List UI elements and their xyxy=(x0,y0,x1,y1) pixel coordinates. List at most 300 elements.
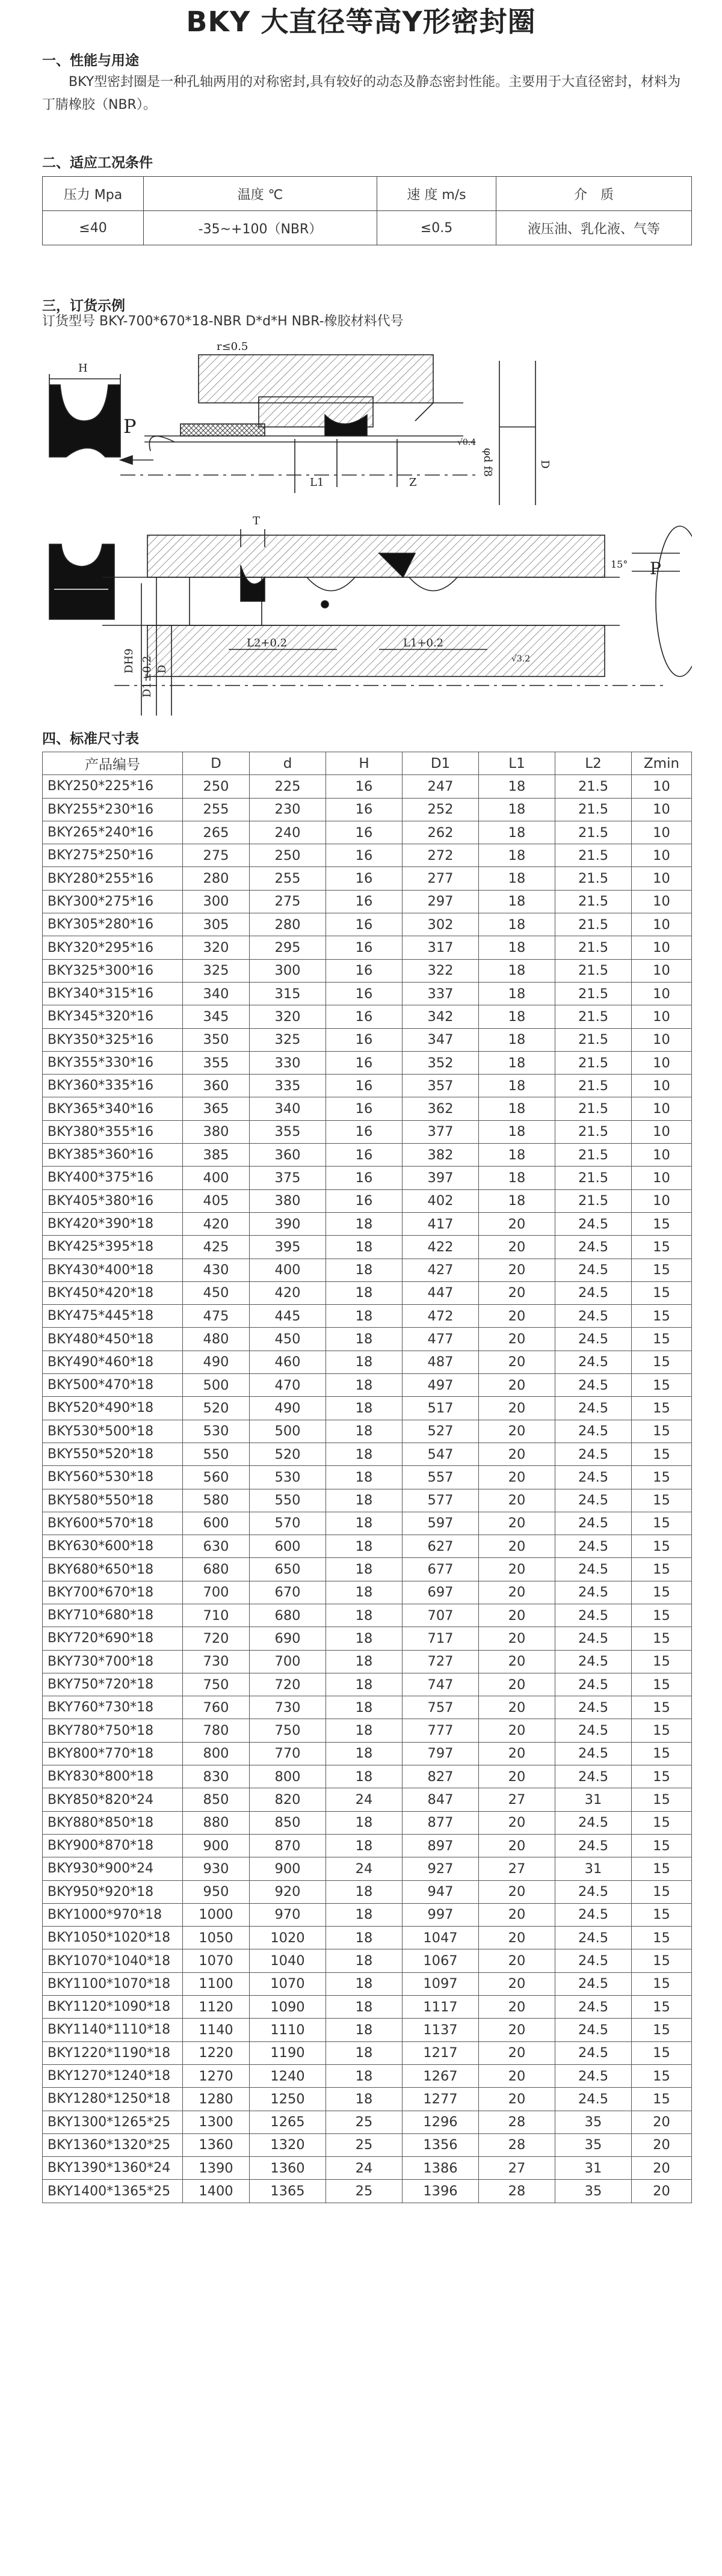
table-cell: 10 xyxy=(632,867,692,890)
table-cell: 1140 xyxy=(183,2019,250,2041)
table-cell: 280 xyxy=(183,867,250,890)
table-cell: 550 xyxy=(250,1489,326,1512)
table-cell: 20 xyxy=(479,1972,555,1995)
cond-header-speed: 速 度 m/s xyxy=(377,177,496,211)
intro-text: BKY型密封圈是一种孔轴两用的对称密封,具有较好的动态及静态密封性能。主要用于大直径密封，材料为丁腈橡胶（NBR）。 xyxy=(42,75,681,112)
table-cell: 18 xyxy=(479,890,555,913)
table-cell: 225 xyxy=(250,775,326,798)
table-cell: 500 xyxy=(250,1420,326,1443)
table-cell: 730 xyxy=(250,1696,326,1719)
cond-value-speed: ≤0.5 xyxy=(377,211,496,245)
table-cell: 340 xyxy=(250,1097,326,1120)
table-cell: 900 xyxy=(250,1857,326,1880)
table-cell: 24.5 xyxy=(555,1558,632,1581)
table-cell: 385 xyxy=(183,1144,250,1167)
product-code-cell: BKY720*690*18 xyxy=(43,1627,183,1650)
product-code-cell: BKY325*300*16 xyxy=(43,959,183,982)
section-conditions: 二、适应工况条件 xyxy=(42,155,153,171)
table-cell: 720 xyxy=(250,1673,326,1696)
table-row xyxy=(43,821,692,844)
table-cell: 280 xyxy=(250,913,326,936)
std-header-H: H xyxy=(326,752,403,775)
table-cell: 15 xyxy=(632,1857,692,1880)
table-cell: 1277 xyxy=(403,2088,479,2111)
table-cell: 15 xyxy=(632,2041,692,2064)
table-cell: 850 xyxy=(183,1788,250,1811)
product-code-cell: BKY275*250*16 xyxy=(43,844,183,867)
table-cell: 16 xyxy=(326,821,403,844)
table-cell: 21.5 xyxy=(555,1097,632,1120)
table-cell: 1360 xyxy=(183,2133,250,2156)
table-cell: 16 xyxy=(326,1028,403,1051)
table-cell: 15 xyxy=(632,1627,692,1650)
table-row xyxy=(43,936,692,959)
product-code-cell: BKY1270*1240*18 xyxy=(43,2064,183,2087)
table-cell: 517 xyxy=(403,1397,479,1420)
table-row xyxy=(43,1167,692,1189)
seal-profile-top xyxy=(49,374,120,457)
table-cell: 15 xyxy=(632,2064,692,2087)
table-cell: 947 xyxy=(403,1880,479,1903)
table-cell: 1070 xyxy=(250,1972,326,1995)
table-cell: 530 xyxy=(250,1466,326,1489)
table-cell: 20 xyxy=(479,1903,555,1926)
table-cell: 472 xyxy=(403,1305,479,1328)
table-cell: 747 xyxy=(403,1673,479,1696)
table-cell: 700 xyxy=(250,1650,326,1673)
table-cell: 24.5 xyxy=(555,1627,632,1650)
table-cell: 1356 xyxy=(403,2133,479,2156)
table-cell: 24 xyxy=(326,1857,403,1880)
table-row xyxy=(43,1949,692,1972)
table-cell: 1270 xyxy=(183,2064,250,2087)
table-row xyxy=(43,1834,692,1857)
label-ang: 15° xyxy=(611,559,628,570)
table-cell: 15 xyxy=(632,1765,692,1788)
table-cell: 580 xyxy=(183,1489,250,1512)
table-cell: 15 xyxy=(632,1281,692,1304)
label-ra-bottom: √3.2 xyxy=(511,654,531,664)
table-cell: 20 xyxy=(479,1650,555,1673)
table-cell: 355 xyxy=(183,1051,250,1074)
product-code-cell: BKY355*330*16 xyxy=(43,1051,183,1074)
table-cell: 20 xyxy=(479,1742,555,1765)
product-code-cell: BKY830*800*18 xyxy=(43,1765,183,1788)
table-cell: 1360 xyxy=(250,2157,326,2180)
table-cell: 18 xyxy=(326,1236,403,1259)
table-cell: 15 xyxy=(632,1673,692,1696)
cond-header-medium: 介 质 xyxy=(496,177,692,211)
table-cell: 16 xyxy=(326,1075,403,1097)
table-cell: 337 xyxy=(403,982,479,1005)
table-cell: 24.5 xyxy=(555,1949,632,1972)
table-cell: 730 xyxy=(183,1650,250,1673)
product-code-cell: BKY425*395*18 xyxy=(43,1236,183,1259)
table-cell: 16 xyxy=(326,1051,403,1074)
table-cell: 20 xyxy=(479,1328,555,1351)
table-cell: 320 xyxy=(250,1005,326,1028)
table-cell: 345 xyxy=(183,1005,250,1028)
table-cell: 18 xyxy=(479,1097,555,1120)
table-cell: 18 xyxy=(479,798,555,821)
table-cell: 830 xyxy=(183,1765,250,1788)
table-cell: 335 xyxy=(250,1075,326,1097)
table-cell: 690 xyxy=(250,1627,326,1650)
table-cell: 28 xyxy=(479,2111,555,2133)
table-cell: 18 xyxy=(326,1305,403,1328)
cond-value-temperature: -35~+100（NBR） xyxy=(144,211,377,245)
table-cell: 1320 xyxy=(250,2133,326,2156)
table-cell: 490 xyxy=(250,1397,326,1420)
table-cell: 450 xyxy=(183,1281,250,1304)
table-cell: 15 xyxy=(632,1443,692,1465)
table-row xyxy=(43,1120,692,1143)
table-cell: 490 xyxy=(183,1351,250,1373)
product-code-cell: BKY1220*1190*18 xyxy=(43,2041,183,2064)
table-cell: 10 xyxy=(632,1028,692,1051)
table-cell: 15 xyxy=(632,1949,692,1972)
table-cell: 21.5 xyxy=(555,1005,632,1028)
seal-profile-bottom xyxy=(49,544,114,619)
table-row xyxy=(43,1788,692,1811)
table-row xyxy=(43,1903,692,1926)
std-header-L1: L1 xyxy=(479,752,555,775)
table-row xyxy=(43,798,692,821)
table-cell: 16 xyxy=(326,867,403,890)
table-cell: 15 xyxy=(632,1604,692,1627)
table-cell: 10 xyxy=(632,1167,692,1189)
label-d-top: D xyxy=(538,460,551,469)
table-cell: 342 xyxy=(403,1005,479,1028)
table-cell: 35 xyxy=(555,2180,632,2203)
table-cell: 18 xyxy=(326,1972,403,1995)
table-cell: 20 xyxy=(479,1305,555,1328)
table-cell: 250 xyxy=(250,844,326,867)
table-cell: 24.5 xyxy=(555,1972,632,1995)
table-cell: 10 xyxy=(632,844,692,867)
table-cell: 20 xyxy=(479,1719,555,1742)
table-cell: 24.5 xyxy=(555,1696,632,1719)
table-cell: 930 xyxy=(183,1857,250,1880)
product-code-cell: BKY380*355*16 xyxy=(43,1120,183,1143)
page-title: BKY 大直径等高Y形密封圈 xyxy=(186,5,536,38)
table-cell: 18 xyxy=(479,1120,555,1143)
table-cell: 20 xyxy=(479,1604,555,1627)
std-header-row xyxy=(43,752,692,775)
table-cell: 18 xyxy=(326,1765,403,1788)
table-cell: 477 xyxy=(403,1328,479,1351)
table-row xyxy=(43,1512,692,1535)
table-row xyxy=(43,2180,692,2203)
table-cell: 877 xyxy=(403,1811,479,1834)
table-cell: 470 xyxy=(250,1374,326,1397)
table-cell: 1110 xyxy=(250,2019,326,2041)
table-cell: 1265 xyxy=(250,2111,326,2133)
table-cell: 18 xyxy=(479,1075,555,1097)
table-cell: 780 xyxy=(183,1719,250,1742)
table-row xyxy=(43,1489,692,1512)
table-cell: 15 xyxy=(632,1972,692,1995)
table-cell: 18 xyxy=(326,1880,403,1903)
table-cell: 31 xyxy=(555,1857,632,1880)
label-t: T xyxy=(253,515,261,527)
table-cell: 347 xyxy=(403,1028,479,1051)
table-cell: 727 xyxy=(403,1650,479,1673)
table-cell: 18 xyxy=(326,1443,403,1465)
assembly-bottom xyxy=(102,526,692,716)
table-cell: 847 xyxy=(403,1788,479,1811)
table-cell: 20 xyxy=(479,1811,555,1834)
table-cell: 20 xyxy=(479,1259,555,1281)
table-cell: 18 xyxy=(479,867,555,890)
table-cell: 25 xyxy=(326,2111,403,2133)
table-row xyxy=(43,1627,692,1650)
table-cell: 397 xyxy=(403,1167,479,1189)
table-cell: 18 xyxy=(479,775,555,798)
table-cell: 18 xyxy=(479,1051,555,1074)
label-r: r≤0.5 xyxy=(217,340,248,353)
table-cell: 20 xyxy=(479,2019,555,2041)
table-cell: 31 xyxy=(555,1788,632,1811)
table-cell: 710 xyxy=(183,1604,250,1627)
table-cell: 20 xyxy=(479,1880,555,1903)
product-code-cell: BKY760*730*18 xyxy=(43,1696,183,1719)
table-cell: 10 xyxy=(632,1097,692,1120)
table-cell: 15 xyxy=(632,1236,692,1259)
table-cell: 557 xyxy=(403,1466,479,1489)
table-cell: 395 xyxy=(250,1236,326,1259)
table-cell: 20 xyxy=(479,2064,555,2087)
table-cell: 20 xyxy=(479,1627,555,1650)
table-cell: 547 xyxy=(403,1443,479,1465)
table-cell: 24.5 xyxy=(555,1281,632,1304)
table-cell: 500 xyxy=(183,1374,250,1397)
table-cell: 21.5 xyxy=(555,1144,632,1167)
table-cell: 18 xyxy=(479,982,555,1005)
table-cell: 15 xyxy=(632,1581,692,1604)
product-code-cell: BKY1300*1265*25 xyxy=(43,2111,183,2133)
table-cell: 16 xyxy=(326,959,403,982)
table-cell: 10 xyxy=(632,1075,692,1097)
table-cell: 16 xyxy=(326,1189,403,1212)
table-cell: 445 xyxy=(250,1305,326,1328)
table-cell: 18 xyxy=(326,1673,403,1696)
order-example: 订货型号 BKY-700*670*18-NBR D*d*H NBR-橡胶材料代号 xyxy=(42,314,404,329)
table-cell: 20 xyxy=(479,1351,555,1373)
table-cell: 24.5 xyxy=(555,1927,632,1949)
table-cell: 760 xyxy=(183,1696,250,1719)
table-row xyxy=(43,2064,692,2087)
table-cell: 15 xyxy=(632,1466,692,1489)
table-cell: 20 xyxy=(479,1512,555,1535)
table-row xyxy=(43,1281,692,1304)
table-cell: 24.5 xyxy=(555,1305,632,1328)
table-row xyxy=(43,982,692,1005)
table-row xyxy=(43,1604,692,1627)
table-row xyxy=(43,1236,692,1259)
table-cell: 28 xyxy=(479,2180,555,2203)
table-cell: 295 xyxy=(250,936,326,959)
label-p-top: P xyxy=(123,415,137,438)
table-cell: 18 xyxy=(326,1996,403,2019)
table-cell: 18 xyxy=(326,1535,403,1558)
table-cell: 560 xyxy=(183,1466,250,1489)
table-cell: 417 xyxy=(403,1212,479,1235)
table-cell: 20 xyxy=(479,1212,555,1235)
table-cell: 18 xyxy=(326,1719,403,1742)
table-cell: 15 xyxy=(632,1397,692,1420)
table-cell: 21.5 xyxy=(555,1189,632,1212)
table-cell: 305 xyxy=(183,913,250,936)
table-cell: 24.5 xyxy=(555,2041,632,2064)
product-code-cell: BKY305*280*16 xyxy=(43,913,183,936)
product-code-cell: BKY850*820*24 xyxy=(43,1788,183,1811)
table-cell: 18 xyxy=(326,1397,403,1420)
table-cell: 16 xyxy=(326,982,403,1005)
table-cell: 15 xyxy=(632,1558,692,1581)
table-row xyxy=(43,2088,692,2111)
table-cell: 20 xyxy=(632,2133,692,2156)
table-cell: 240 xyxy=(250,821,326,844)
table-cell: 21.5 xyxy=(555,982,632,1005)
table-cell: 10 xyxy=(632,1120,692,1143)
product-code-cell: BKY530*500*18 xyxy=(43,1420,183,1443)
table-cell: 250 xyxy=(183,775,250,798)
conditions-table xyxy=(42,176,692,245)
table-row xyxy=(43,1765,692,1788)
table-cell: 21.5 xyxy=(555,1167,632,1189)
table-cell: 315 xyxy=(250,982,326,1005)
table-cell: 24.5 xyxy=(555,1719,632,1742)
table-cell: 475 xyxy=(183,1305,250,1328)
product-code-cell: BKY420*390*18 xyxy=(43,1212,183,1235)
table-row xyxy=(43,775,692,798)
table-row xyxy=(43,1328,692,1351)
table-cell: 16 xyxy=(326,1005,403,1028)
table-row xyxy=(43,890,692,913)
table-cell: 18 xyxy=(479,1028,555,1051)
table-cell: 20 xyxy=(632,2157,692,2180)
table-cell: 15 xyxy=(632,1535,692,1558)
table-cell: 770 xyxy=(250,1742,326,1765)
product-code-cell: BKY365*340*16 xyxy=(43,1097,183,1120)
table-cell: 15 xyxy=(632,1719,692,1742)
table-cell: 18 xyxy=(479,1189,555,1212)
table-cell: 28 xyxy=(479,2133,555,2156)
table-cell: 21.5 xyxy=(555,775,632,798)
table-cell: 1100 xyxy=(183,1972,250,1995)
table-cell: 520 xyxy=(250,1443,326,1465)
table-cell: 25 xyxy=(326,2133,403,2156)
product-code-cell: BKY1070*1040*18 xyxy=(43,1949,183,1972)
label-ra-top: √0.4 xyxy=(457,438,477,447)
table-cell: 20 xyxy=(632,2180,692,2203)
product-code-cell: BKY405*380*16 xyxy=(43,1189,183,1212)
table-cell: 18 xyxy=(326,1696,403,1719)
table-cell: 24.5 xyxy=(555,1236,632,1259)
table-cell: 24.5 xyxy=(555,1834,632,1857)
table-cell: 650 xyxy=(250,1558,326,1581)
table-cell: 320 xyxy=(183,936,250,959)
table-cell: 377 xyxy=(403,1120,479,1143)
table-cell: 21.5 xyxy=(555,1028,632,1051)
table-cell: 24.5 xyxy=(555,1466,632,1489)
table-cell: 15 xyxy=(632,1996,692,2019)
label-l1-top: L1 xyxy=(310,476,324,489)
conditions-header-row xyxy=(43,177,692,211)
table-cell: 497 xyxy=(403,1374,479,1397)
table-cell: 20 xyxy=(479,1236,555,1259)
table-row xyxy=(43,1811,692,1834)
table-cell: 527 xyxy=(403,1420,479,1443)
table-cell: 15 xyxy=(632,1328,692,1351)
product-code-cell: BKY680*650*18 xyxy=(43,1558,183,1581)
product-code-cell: BKY385*360*16 xyxy=(43,1144,183,1167)
table-row xyxy=(43,2041,692,2064)
table-cell: 15 xyxy=(632,1259,692,1281)
table-row xyxy=(43,1005,692,1028)
product-code-cell: BKY350*325*16 xyxy=(43,1028,183,1051)
product-code-cell: BKY340*315*16 xyxy=(43,982,183,1005)
table-cell: 15 xyxy=(632,1489,692,1512)
table-cell: 717 xyxy=(403,1627,479,1650)
table-cell: 375 xyxy=(250,1167,326,1189)
product-code-cell: BKY480*450*18 xyxy=(43,1328,183,1351)
table-cell: 10 xyxy=(632,936,692,959)
table-cell: 827 xyxy=(403,1765,479,1788)
table-cell: 1190 xyxy=(250,2041,326,2064)
table-cell: 302 xyxy=(403,913,479,936)
table-cell: 15 xyxy=(632,1811,692,1834)
table-cell: 520 xyxy=(183,1397,250,1420)
table-cell: 1120 xyxy=(183,1996,250,2019)
table-cell: 897 xyxy=(403,1834,479,1857)
table-cell: 15 xyxy=(632,1903,692,1926)
table-row xyxy=(43,1927,692,1949)
table-cell: 750 xyxy=(183,1673,250,1696)
table-cell: 20 xyxy=(479,1281,555,1304)
table-cell: 15 xyxy=(632,1788,692,1811)
table-cell: 1020 xyxy=(250,1927,326,1949)
table-row xyxy=(43,1051,692,1074)
table-cell: 27 xyxy=(479,1857,555,1880)
table-row xyxy=(43,1144,692,1167)
table-cell: 35 xyxy=(555,2111,632,2133)
table-cell: 15 xyxy=(632,1650,692,1673)
table-cell: 390 xyxy=(250,1212,326,1235)
table-row xyxy=(43,1259,692,1281)
table-cell: 18 xyxy=(326,1949,403,1972)
table-cell: 18 xyxy=(326,1834,403,1857)
table-cell: 970 xyxy=(250,1903,326,1926)
table-cell: 16 xyxy=(326,1144,403,1167)
table-cell: 18 xyxy=(326,1259,403,1281)
table-cell: 24.5 xyxy=(555,1650,632,1673)
table-cell: 1300 xyxy=(183,2111,250,2133)
table-cell: 24.5 xyxy=(555,1397,632,1420)
table-cell: 10 xyxy=(632,959,692,982)
table-cell: 350 xyxy=(183,1028,250,1051)
product-code-cell: BKY1120*1090*18 xyxy=(43,1996,183,2019)
table-cell: 677 xyxy=(403,1558,479,1581)
table-cell: 18 xyxy=(326,1581,403,1604)
table-cell: 550 xyxy=(183,1443,250,1465)
table-cell: 24.5 xyxy=(555,1212,632,1235)
table-cell: 18 xyxy=(326,2041,403,2064)
table-cell: 10 xyxy=(632,890,692,913)
table-cell: 255 xyxy=(183,798,250,821)
table-cell: 18 xyxy=(326,2019,403,2041)
